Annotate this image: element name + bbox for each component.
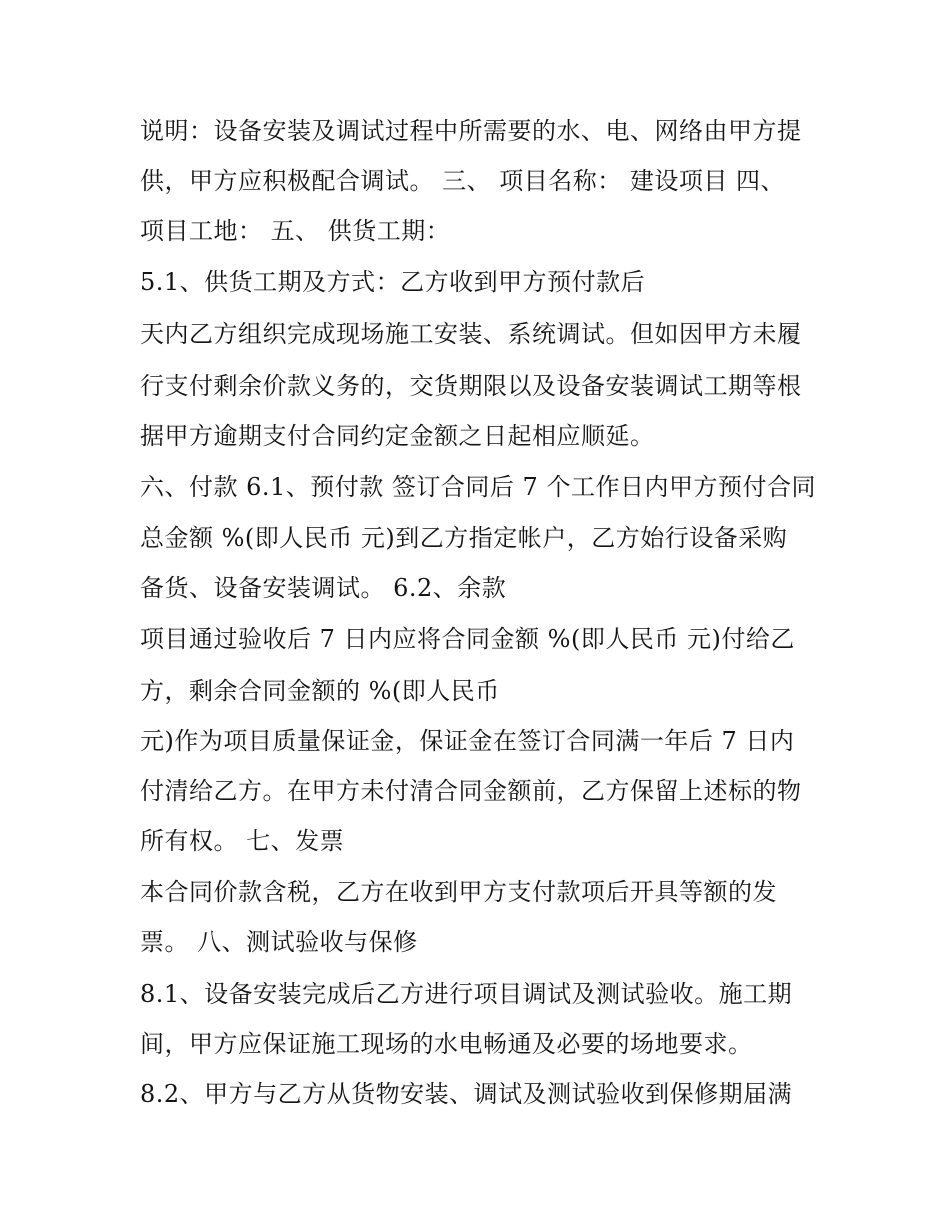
- text-line: 备货、设备安装调试。 6.2、余款: [140, 574, 507, 602]
- text-line: 说明：设备安装及调试过程中所需要的水、电、网络由甲方提: [140, 117, 802, 145]
- text-line: 方，剩余合同金额的 %(即人民币: [140, 677, 500, 705]
- text-line: 本合同价款含税，乙方在收到甲方支付款项后开具等额的发: [140, 878, 777, 906]
- text-line: 项目通过验收后 7 日内应将合同金额 %(即人民币 元)付给乙: [140, 625, 795, 653]
- text-line: 5.1、供货工期及方式：乙方收到甲方预付款后: [140, 268, 646, 296]
- text-line: 据甲方逾期支付合同约定金额之日起相应顺延。: [140, 422, 655, 450]
- text-line: 所有权。 七、发票: [140, 827, 345, 855]
- text-line: 8.1、设备安装完成后乙方进行项目调试及测试验收。施工期: [140, 980, 793, 1008]
- text-line: 天内乙方组织完成现场施工安装、系统调试。但如因甲方未履: [140, 320, 802, 348]
- text-line: 元)作为项目质量保证金，保证金在签订合同满一年后 7 日内: [140, 727, 795, 755]
- text-line: 项目工地： 五、 供货工期：: [140, 217, 451, 245]
- text-line: 付清给乙方。在甲方未付清合同金额前，乙方保留上述标的物: [140, 777, 802, 805]
- text-line: 行支付剩余价款义务的，交货期限以及设备安装调试工期等根: [140, 372, 802, 400]
- text-line: 间，甲方应保证施工现场的水电畅通及必要的场地要求。: [140, 1030, 753, 1058]
- text-line: 六、付款 6.1、预付款 签订合同后 7 个工作日内甲方预付合同: [140, 473, 816, 501]
- text-line: 票。 八、测试验收与保修: [140, 928, 418, 956]
- text-line: 总金额 %(即人民币 元)到乙方指定帐户，乙方始行设备采购: [140, 524, 788, 552]
- text-line: 8.2、甲方与乙方从货物安装、调试及测试验收到保修期届满: [140, 1080, 793, 1108]
- text-line: 供，甲方应积极配合调试。 三、 项目名称： 建设项目 四、: [140, 167, 786, 195]
